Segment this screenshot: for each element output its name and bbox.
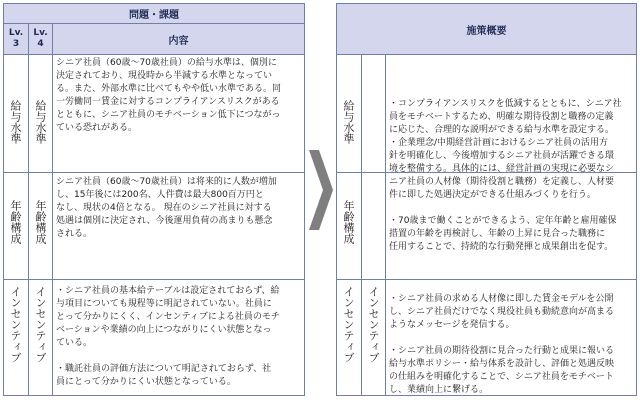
issue-row-1-content: シニア社員（60歳～70歳社員）の給与水準は、個別に 決定されており、現役時から半減する水準となってい る。また、外部水準に比べてもやや低い水準である。同 一労働同一賃金に対するコンプライアンスリスクがある とともに、シニア社員のモチベーション低下につながっ ている恐れがある。 xyxy=(56,58,282,133)
issue-row-1-lv3: 給与水準 xyxy=(9,100,22,144)
issues-header xyxy=(4,4,304,23)
issue-row-3-lv3: インセンティブ xyxy=(9,286,22,363)
measure-row-3-lv3: インセンティブ xyxy=(342,286,355,363)
measures-table xyxy=(336,3,637,396)
measure-row-2-content: ・コンプライアンスリスクを低減するとともに、シニア社 員をモチベートするため、明確な期待役割と職務の定義 に応じた、合理的な説明ができる給与水準を設定する。 ・企業理念/中期経営計画におけるシニア社員の活用方 針を明確化し、今後増加するシニア社員が活躍できる環 境を整備する。具体的には、経営計画の実現に必要なシ ニア社員の人材像（期待役割と職務）を定義し、人材要 件に即した処遇決定ができる仕組みづくりを行う。 ・70歳まで働くことができるよう、定年年齢と雇用確保 措置の年齢を再検討し、年齢の上昇に見合った職務に 任用することで、持続的な行動発揮と成果創出を促す。 xyxy=(389,99,622,252)
col-content-header xyxy=(53,24,304,54)
col-lv4-label: Lv. 4 xyxy=(33,28,48,49)
col-lv4-header xyxy=(29,24,52,54)
issue-row-3-content: ・シニア社員の基本給テーブルは設定されておらず、給 与項目についても規程等に明記されていない。社員に とって分かりにくく、インセンティブによる社員のモチ ベーションや業績の向上につながりにくい状態となっ ている。 ・職託社員の評価方法について明記されておらず、社 員にとって分かりにくい状態となっている。 xyxy=(56,286,280,387)
issues-header-title: 問題・課題 xyxy=(129,10,179,21)
chevron-right-icon xyxy=(309,150,333,230)
issues-table xyxy=(3,3,305,396)
col-content-label: 内容 xyxy=(168,35,189,47)
measures-header xyxy=(337,4,636,54)
col-lv3-header xyxy=(4,24,28,54)
measures-header-title: 施策概要 xyxy=(466,25,507,37)
issue-row-2-lv4: 年齢構成 xyxy=(34,200,47,244)
issue-row-3-lv4: インセンティブ xyxy=(34,286,47,363)
col-lv3-label: Lv. 3 xyxy=(8,28,24,49)
measure-row-1-lv3: 給与水準 xyxy=(342,100,355,144)
issue-row-2-lv3: 年齢構成 xyxy=(9,200,22,244)
issue-row-2-content: シニア社員（60歳～70歳社員）は将来的に人数が増加 し、15年後には200名、人件費は最大800百万円と なし、現状の4倍となる。 現在のシニア社員に対する 処遇は個別に決定され、今後運用負荷の高まりも懸念 される。 xyxy=(56,177,277,239)
measure-row-3-content: ・シニア社員の求める人材像に即した賃金モデルを公開 し、シニア社員だけでなく現役社員も動続意向が高まる ようなメッセージを発信する。 ・シニア社員の期待役割に見合った行動と成果に報いる 給与水準ポリシー・給与体系を設計し、評価と処遇反映 の仕組みを明確化することで、シニア社員をモチベート し、業績向上に繋げる。 xyxy=(389,294,615,395)
issue-row-1-lv4: 給与水準 xyxy=(34,100,47,144)
measure-row-2-lv3: 年齢構成 xyxy=(342,200,355,244)
measure-row-3-lv4: インセンティブ xyxy=(367,286,380,363)
